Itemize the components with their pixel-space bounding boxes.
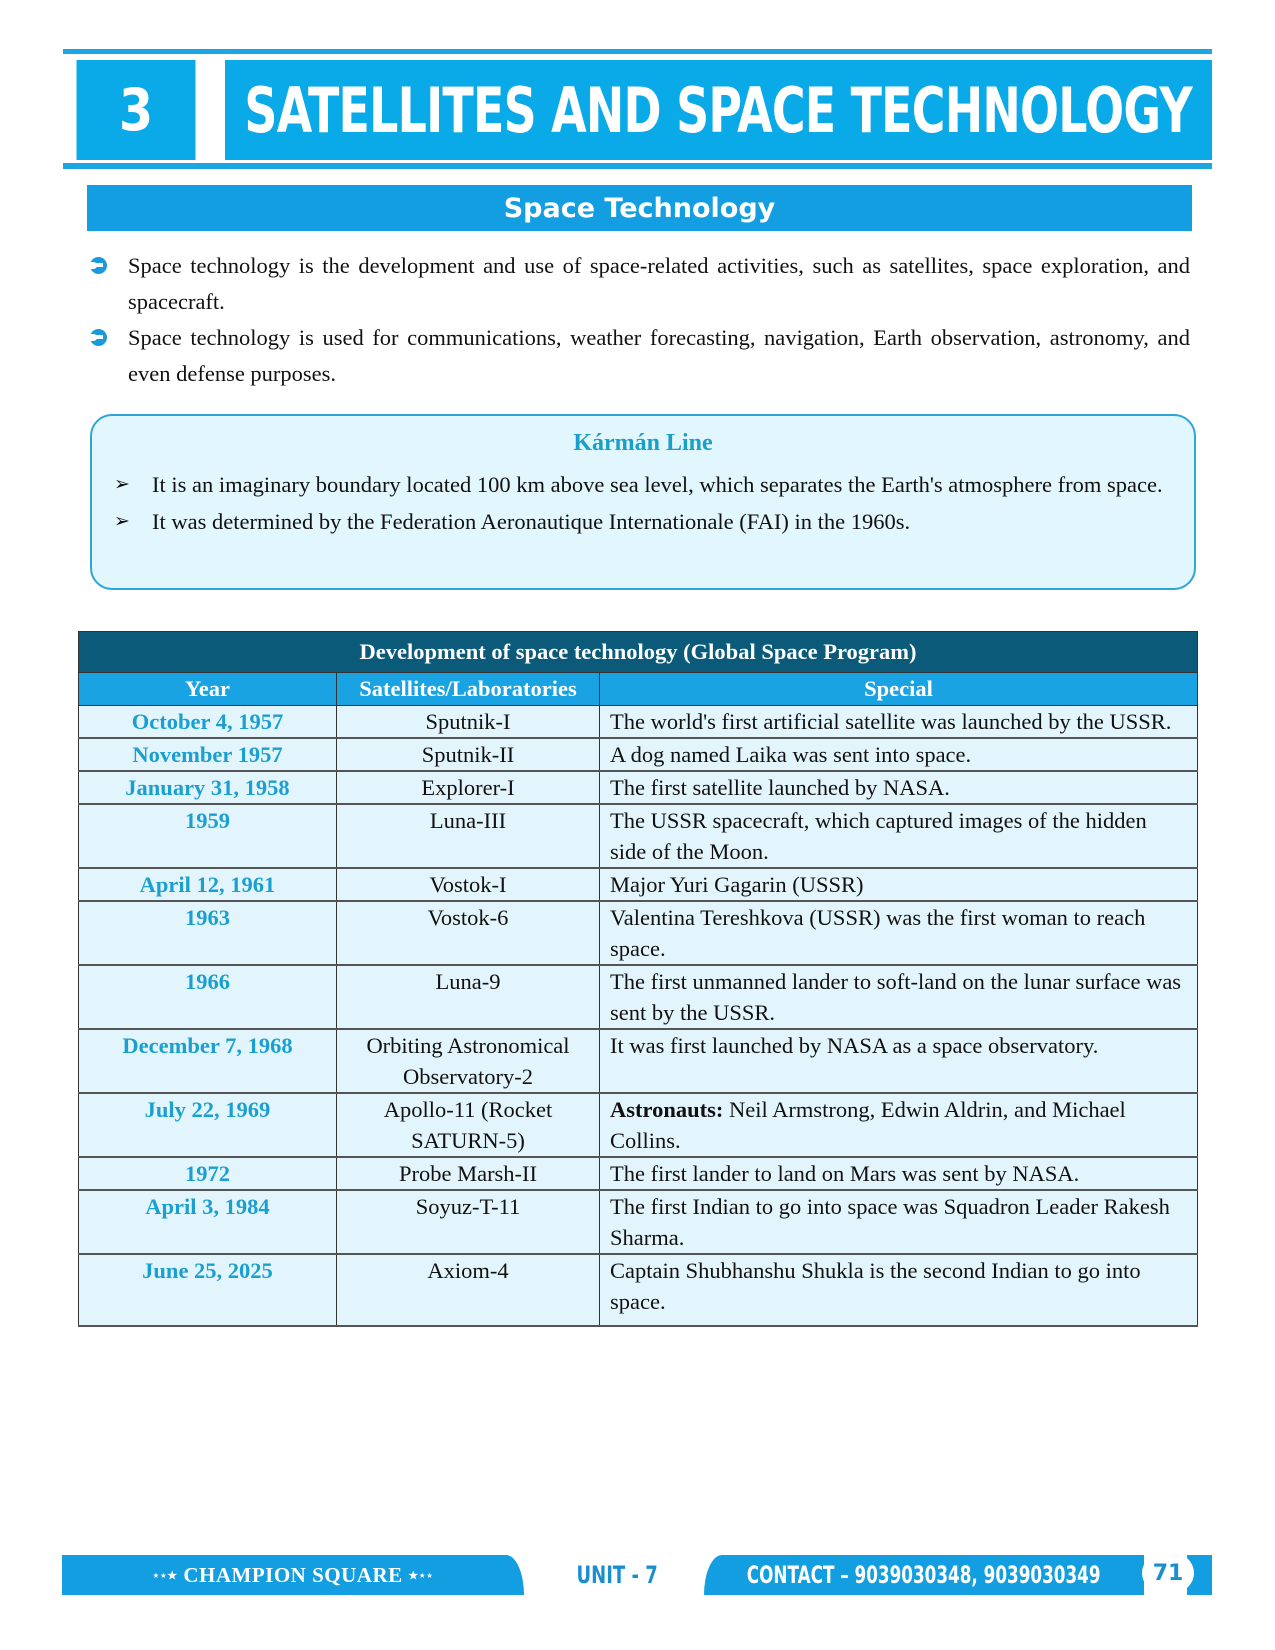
special-text: Valentina Tereshkova (USSR) was the first woman to reach space.	[610, 905, 1146, 961]
chapter-number: 3	[77, 60, 196, 160]
circle-arrow-bullet-icon	[90, 329, 107, 346]
cell-year: January 31, 1958	[79, 771, 337, 804]
chapter-title	[225, 60, 1212, 160]
table-row	[79, 965, 1198, 1029]
cell-special	[600, 1254, 1198, 1326]
table-row	[79, 738, 1198, 771]
cell-year: October 4, 1957	[79, 706, 337, 739]
page-footer	[62, 1555, 1212, 1595]
bullet-item	[90, 248, 1190, 320]
special-text: The first Indian to go into space was Squadron Leader Rakesh Sharma.	[610, 1194, 1170, 1250]
cell-special	[600, 771, 1198, 804]
cell-satellite: Soyuz-T-11	[337, 1190, 600, 1254]
cell-satellite: Axiom-4	[337, 1254, 600, 1326]
special-text: A dog named Laika was sent into space.	[610, 742, 972, 767]
intro-bullets	[90, 248, 1190, 392]
table-body	[79, 706, 1198, 1327]
space-development-table	[78, 631, 1198, 1327]
special-label: Astronauts:	[610, 1097, 724, 1122]
cell-satellite: Vostok-6	[337, 901, 600, 965]
cell-satellite: Orbiting Astronomical Observatory-2	[337, 1029, 600, 1093]
karman-point	[114, 503, 1174, 540]
cell-satellite: Sputnik-I	[337, 706, 600, 739]
cell-special	[600, 1029, 1198, 1093]
cell-special	[600, 901, 1198, 965]
stars-left-icon: ⋆⋆★	[152, 1569, 178, 1582]
special-text: The USSR spacecraft, which captured images of the hidden side of the Moon.	[610, 808, 1147, 864]
cell-year: 1972	[79, 1157, 337, 1190]
special-text: It was first launched by NASA as a space observatory.	[610, 1033, 1099, 1058]
arrow-bullet-icon: ➢	[114, 510, 130, 532]
karman-point	[114, 466, 1174, 503]
footer-brand-text: CHAMPION SQUARE	[183, 1562, 403, 1587]
special-text: The first satellite launched by NASA.	[610, 775, 950, 800]
special-text: Neil Armstrong, Edwin Aldrin, and Michael Collins.	[610, 1097, 1126, 1153]
cell-satellite: Luna-9	[337, 965, 600, 1029]
cell-year: April 12, 1961	[79, 868, 337, 901]
table-header-row	[79, 673, 1198, 706]
table-row	[79, 1093, 1198, 1157]
cell-year: November 1957	[79, 738, 337, 771]
special-text: The world's first artificial satellite was launched by the USSR.	[610, 709, 1172, 734]
cell-special	[600, 1157, 1198, 1190]
cell-year: July 22, 1969	[79, 1093, 337, 1157]
table-caption: Development of space technology (Global Space Program)	[79, 632, 1198, 673]
page-number: 71	[1142, 1551, 1194, 1595]
cell-year: June 25, 2025	[79, 1254, 337, 1326]
karman-title: Kármán Line	[573, 430, 713, 456]
cell-year: 1963	[79, 901, 337, 965]
footer-contact	[704, 1555, 1144, 1595]
cell-special	[600, 1190, 1198, 1254]
table-row	[79, 1157, 1198, 1190]
cell-satellite: Luna-III	[337, 804, 600, 868]
cell-year: April 3, 1984	[79, 1190, 337, 1254]
cell-special	[600, 706, 1198, 739]
table-row	[79, 706, 1198, 739]
cell-special	[600, 965, 1198, 1029]
special-text: Major Yuri Gagarin (USSR)	[610, 872, 864, 897]
footer-brand	[62, 1555, 524, 1595]
karman-points	[114, 466, 1174, 540]
footer-unit-text: UNIT - 7	[576, 1561, 658, 1589]
cell-satellite: Vostok-I	[337, 868, 600, 901]
table-row	[79, 1254, 1198, 1326]
cell-year: 1959	[79, 804, 337, 868]
circle-arrow-bullet-icon	[90, 257, 107, 274]
special-text: The first unmanned lander to soft-land on the lunar surface was sent by the USSR.	[610, 969, 1182, 1025]
karman-point-text: It was determined by the Federation Aeronautique Internationale (FAI) in the 1960s.	[152, 509, 911, 534]
bullet-text: Space technology is used for communications, weather forecasting, navigation, Earth observation, astronomy, and even defense purposes.	[128, 325, 1190, 386]
bullet-item	[90, 320, 1190, 392]
footer-contact-text: CONTACT – 9039030348, 9039030349	[747, 1561, 1101, 1589]
header-satellites: Satellites/Laboratories	[337, 673, 600, 706]
cell-satellite: Explorer-I	[337, 771, 600, 804]
cell-special	[600, 1093, 1198, 1157]
footer-unit	[532, 1555, 702, 1595]
banner-bottom-rule	[63, 163, 1212, 169]
cell-year: December 7, 1968	[79, 1029, 337, 1093]
table-row	[79, 804, 1198, 868]
bullet-text: Space technology is the development and use of space-related activities, such as satellites, space exploration, and spacecraft.	[128, 253, 1190, 314]
section-heading: Space Technology	[87, 185, 1192, 231]
table-row	[79, 771, 1198, 804]
chapter-title-text: SATELLITES AND SPACE TECHNOLOGY	[244, 73, 1193, 147]
cell-satellite: Sputnik-II	[337, 738, 600, 771]
header-year: Year	[79, 673, 337, 706]
table-row	[79, 901, 1198, 965]
cell-special	[600, 868, 1198, 901]
banner-top-rule	[63, 49, 1212, 54]
table-row	[79, 1029, 1198, 1093]
arrow-bullet-icon: ➢	[114, 473, 130, 495]
cell-year: 1966	[79, 965, 337, 1029]
table-row	[79, 868, 1198, 901]
karman-point-text: It is an imaginary boundary located 100 km above sea level, which separates the Earth's atmosphere from space.	[152, 472, 1163, 497]
cell-satellite: Probe Marsh-II	[337, 1157, 600, 1190]
cell-special	[600, 804, 1198, 868]
cell-satellite: Apollo-11 (Rocket SATURN-5)	[337, 1093, 600, 1157]
special-text: The first lander to land on Mars was sent by NASA.	[610, 1161, 1080, 1186]
stars-right-icon: ★⋆⋆	[408, 1569, 434, 1582]
special-text: Captain Shubhanshu Shukla is the second Indian to go into space.	[610, 1258, 1141, 1314]
karman-line-box	[90, 414, 1196, 590]
table-row	[79, 1190, 1198, 1254]
header-special: Special	[600, 673, 1198, 706]
cell-special	[600, 738, 1198, 771]
